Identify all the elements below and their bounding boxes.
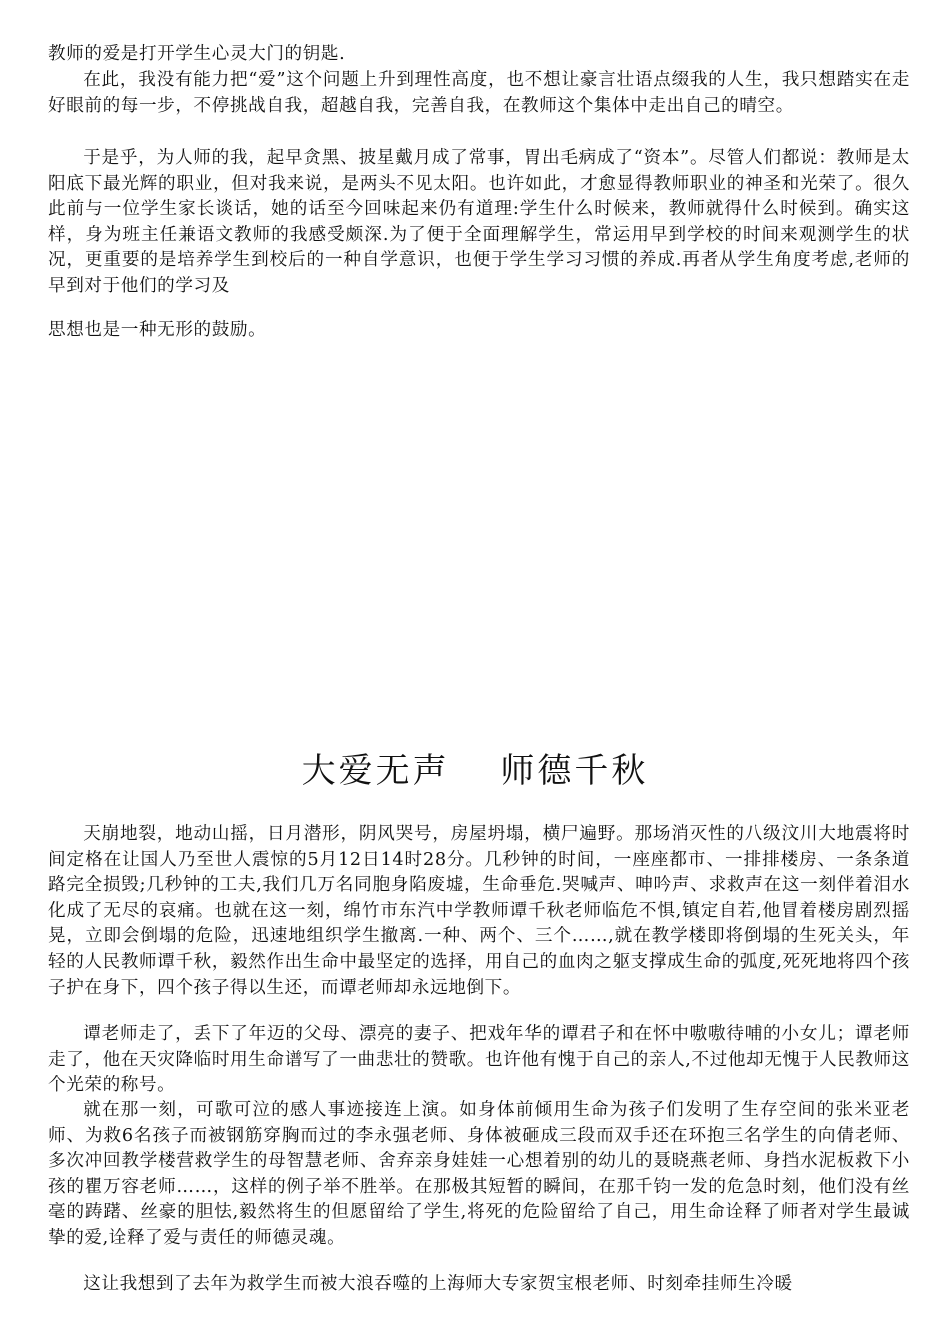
article-paragraph-1: 天崩地裂，地动山摇，日月潜形，阴风哭号，房屋坍塌，横尸遍野。那场消灭性的八级汶川大地震将时间定格在让国人乃至世人震惊的5月12日14时28分。几秒钟的时间，一座座都市、一排排楼房、一条条道路完全损毁;几秒钟的工夫,我们几万名同胞身陷废墟，生命垂危.哭喊声、呻吟声、求救声在这一刻伴着泪水化成了无尽的哀痛。也就在这一刻，绵竹市东汽中学教师谭千秋老师临危不惧,镇定自若,他冒着楼房剧烈摇晃，立即会倒塌的危险，迅速地组织学生撤离.一种、两个、三个……,就在教学楼即将倒塌的生死关头，年轻的人民教师谭千秋，毅然作出生命中最坚定的选择，用自己的血肉之躯支撑成生命的弧度,死死地将四个孩子护在身下，四个孩子得以生还，而谭老师却永远地倒下。 (48, 824, 910, 998)
paragraph-2-continuation: 思想也是一种无形的鼓励。 (48, 320, 267, 340)
article-title: 大爱无声 师德千秋 (301, 751, 649, 791)
article-paragraph-4: 这让我想到了去年为救学生而被大浪吞噬的上海师大专家贺宝根老师、时刻牵挂师生冷暖 (83, 1274, 793, 1294)
paragraph-intro-line: 教师的爱是打开学生心灵大门的钥匙. (48, 44, 346, 64)
paragraph-1: 在此，我没有能力把“爱”这个问题上升到理性高度，也不想让豪言壮语点缀我的人生，我只想踏实在走好眼前的每一步，不停挑战自我，超越自我，完善自我，在教师这个集体中走出自己的晴空。 (48, 70, 910, 116)
article-paragraph-3: 就在那一刻，可歌可泣的感人事迹接连上演。如身体前倾用生命为孩子们发明了生存空间的张米亚老师、为救6名孩子而被钢筋穿胸而过的李永强老师、身体被砸成三段而双手还在环抱三名学生的向倩老师、多次冲回教学楼营救学生的母智慧老师、舍弃亲身娃娃一心想着别的幼儿的聂晓燕老师、身挡水泥板救下小孩的瞿万容老师……，这样的例子举不胜举。在那极其短暂的瞬间，在那千钧一发的危急时刻，他们没有丝毫的踌躇、丝豪的胆怯,毅然将生的但愿留给了学生,将死的危险留给了自己，用生命诠释了师者对学生最诚挚的爱,诠释了爱与责任的师德灵魂。 (48, 1100, 910, 1248)
article-paragraph-2: 谭老师走了，丢下了年迈的父母、漂亮的妻子、把戏年华的谭君子和在怀中嗷嗷待哺的小女儿；谭老师走了，他在天灾降临时用生命谱写了一曲悲壮的赞歌。也许他有愧于自己的亲人,不过他却无愧于人民教师这个光荣的称号。 (48, 1024, 910, 1096)
paragraph-2: 于是乎，为人师的我，起早贪黑、披星戴月成了常事，胃出毛病成了“资本”。尽管人们都说：教师是太阳底下最光辉的职业，但对我来说，是两头不见太阳。也许如此，才愈显得教师职业的神圣和光荣了。很久此前与一位学生家长谈话，她的话至今回味起来仍有道理:学生什么时候来，教师就得什么时候到。确实这样，身为班主任兼语文教师的我感受颇深.为了便于全面理解学生，常运用早到学校的时间来观测学生的状况，更重要的是培养学生到校后的一种自学意识，也便于学生学习习惯的养成.再者从学生角度考虑,老师的早到对于他们的学习及 (48, 148, 910, 296)
